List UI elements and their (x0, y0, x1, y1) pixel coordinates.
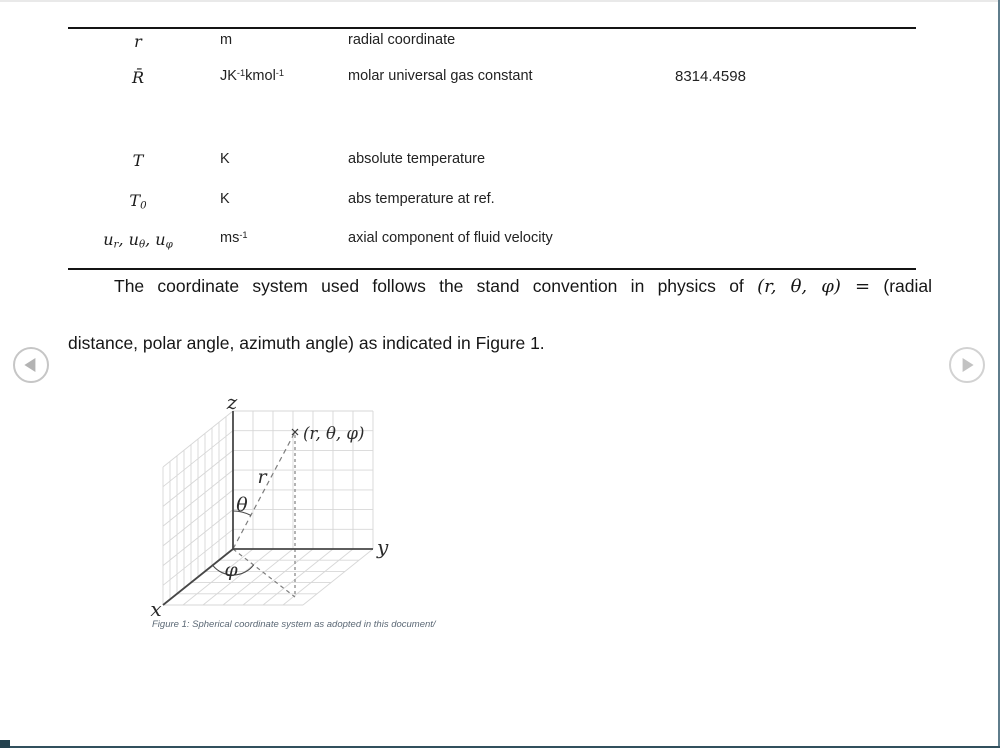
chevron-right-icon (963, 358, 974, 372)
symbol-cell: $T_0$ (129, 191, 147, 212)
value-cell: 8314.4598 (675, 68, 746, 85)
unit-cell: $JK^{-1}kmol^{-1}$ (220, 68, 285, 85)
unit-cell: K (220, 191, 230, 207)
inline-math: (r, θ, φ) = (757, 276, 871, 297)
theta-label: θ (236, 494, 248, 516)
unit-cell: K (220, 151, 230, 167)
radius-label: r (257, 466, 267, 488)
symbol-cell: $u_r$, $u_\theta$, $u_\varphi$ (103, 230, 173, 251)
description-cell: molar universal gas constant (348, 68, 533, 84)
y-axis-label: y (377, 535, 389, 559)
symbol-cell: T (132, 151, 144, 170)
chevron-left-icon (24, 358, 35, 372)
table-row (0, 68, 960, 90)
z-axis-label: z (226, 390, 238, 414)
symbol-cell: R̄ (131, 68, 145, 87)
radius-dashed-line (233, 432, 295, 549)
description-cell: abs temperature at ref. (348, 191, 495, 207)
next-page-button[interactable] (949, 347, 985, 383)
point-coordinates-label: (r, θ, φ) (303, 424, 365, 443)
page-top-edge (0, 0, 1000, 2)
description-cell: absolute temperature (348, 151, 486, 167)
spherical-coordinates-figure (100, 388, 400, 628)
phi-label: φ (224, 559, 238, 581)
table-row (0, 191, 960, 213)
description-cell: axial component of fluid velocity (348, 230, 553, 246)
x-axis-label: x (150, 597, 162, 621)
table-bottom-rule (68, 268, 916, 270)
body-paragraph-line2: distance, polar angle, azimuth angle) as indicated in Figure 1. (68, 333, 545, 353)
unit-cell: $ms^{-1}$ (220, 230, 248, 247)
paragraph-text: (radial (870, 276, 932, 296)
unit-cell: m (220, 32, 233, 48)
paragraph-text: The coordinate system used follows the stand convention in physics of (114, 276, 758, 296)
description-cell: radial coordinate (348, 32, 456, 48)
page-corner-mark (0, 740, 10, 748)
symbol-cell: r (134, 32, 142, 51)
body-paragraph-line1 (68, 276, 932, 297)
table-row (0, 32, 960, 54)
figure-caption: Figure 1: Spherical coordinate system as adopted in this document/ (152, 619, 436, 630)
table-top-rule (68, 27, 916, 29)
previous-page-button[interactable] (13, 347, 49, 383)
table-row (0, 151, 960, 173)
table-row (0, 230, 960, 252)
grid-floor (163, 549, 373, 605)
